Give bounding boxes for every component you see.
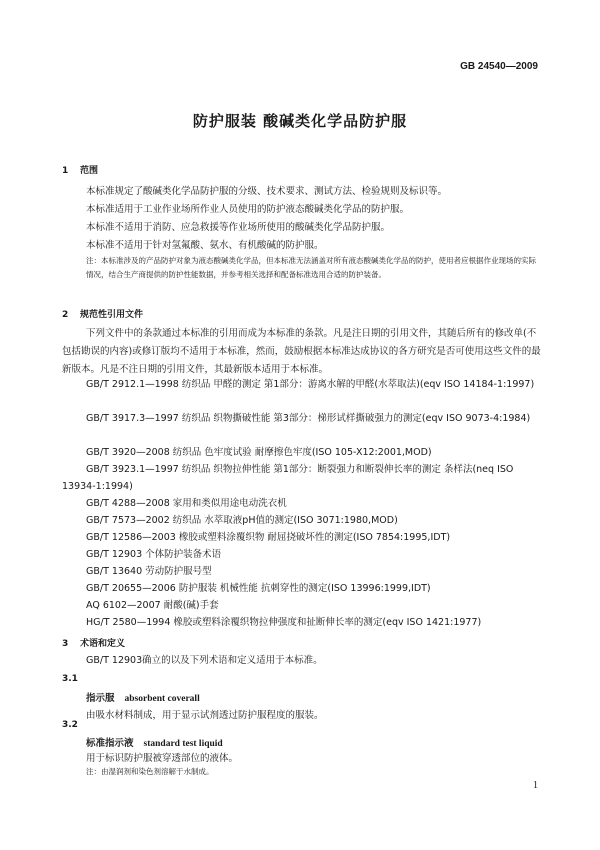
term-number: 3.2 [62, 720, 78, 730]
reference-item: GB/T 12903 个体防护装备术语 [86, 549, 222, 560]
normative-intro: 下列文件中的条款通过本标准的引用而成为本标准的条款。凡是注日期的引用文件，其随后所有的修改单(不包括勘误的内容)或修订版均不适用于本标准，然而，鼓励根据本标准达成协议的各方研究是否可使用这些文件的最新版本。凡是不注日期的引用文件，其最新版本适用于本标准。 [62, 328, 541, 375]
term-heading [86, 690, 200, 704]
section-1-heading [62, 163, 98, 176]
scope-paragraph-1: 本标准规定了酸碱类化学品防护服的分级、技术要求、测试方法、检验规则及标识等。 [86, 186, 448, 197]
scope-paragraph-4: 本标准不适用于针对氢氟酸、氨水、有机酸碱的防护服。 [86, 240, 324, 251]
section-3-heading [62, 636, 125, 649]
term-number: 3.1 [62, 674, 78, 684]
reference-item: GB/T 13640 劳动防护服号型 [86, 566, 212, 577]
term-english: standard test liquid [143, 739, 223, 749]
reference-item: GB/T 20655—2006 防护服装 机械性能 抗刺穿性的测定(ISO 13996:1999,IDT) [86, 583, 431, 594]
term-chinese: 指示服 [86, 693, 115, 704]
term-heading [86, 735, 223, 749]
section-number: 2 [62, 310, 69, 320]
section-number: 1 [62, 166, 69, 176]
section-2-heading [62, 307, 143, 320]
section-number: 3 [62, 639, 69, 649]
reference-item: AQ 6102—2007 耐酸(碱)手套 [86, 600, 219, 611]
term-chinese: 标准指示液 [86, 738, 134, 749]
scope-paragraph-2: 本标准适用于工业作业场所作业人员使用的防护液态酸碱类化学品的防护服。 [86, 204, 410, 215]
term-definition: 由吸水材料制成，用于显示试剂透过防护服程度的服装。 [86, 710, 324, 721]
section-title: 术语和定义 [80, 639, 126, 649]
scope-note: 注：本标准涉及的产品防护对象为液态酸碱类化学品，但本标准无法涵盖对所有液态酸碱类化学品的防护，使用者应根据作业现场的实际情况，结合生产商提供的防护性能数据，并参考相关选择和配备标准选用合适的防护装备。 [86, 256, 536, 279]
term-note: 注：由湿润剂和染色剂溶解于水制成。 [86, 767, 214, 776]
reference-item: GB/T 4288—2008 家用和类似用途电动洗衣机 [86, 498, 287, 509]
document-title: 防护服装 酸碱类化学品防护服 [192, 112, 408, 130]
reference-item: GB/T 3917.3—1997 纺织品 织物撕破性能 第3部分：梯形试样撕破强力的测定(eqv ISO 9073-4:1984) [86, 413, 531, 424]
term-english: absorbent coverall [124, 694, 200, 704]
section-title: 范围 [80, 166, 99, 176]
reference-item: GB/T 3920—2008 纺织品 色牢度试验 耐摩擦色牢度(ISO 105-X12:2001,MOD) [86, 447, 432, 458]
scope-paragraph-3: 本标准不适用于消防、应急救援等作业场所使用的酸碱类化学品防护服。 [86, 222, 391, 233]
reference-item: GB/T 7573—2002 纺织品 水萃取液pH值的测定(ISO 3071:1980,MOD) [86, 515, 398, 526]
section-title: 规范性引用文件 [80, 310, 144, 320]
reference-item: GB/T 2912.1—1998 纺织品 甲醛的测定 第1部分：游离水解的甲醛(水萃取法)(eqv ISO 14184-1:1997) [86, 379, 535, 390]
term-definition: 用于标识防护服被穿透部位的液体。 [86, 753, 239, 764]
reference-item: HG/T 2580—1994 橡胶或塑料涂覆织物拉伸强度和扯断伸长率的测定(eqv ISO 1421:1977) [86, 617, 482, 628]
reference-item: GB/T 3923.1—1997 纺织品 织物拉伸性能 第1部分：断裂强力和断裂伸长率的测定 条样法(neq ISO 13934-1:1994) [62, 464, 514, 492]
page-number: 1 [533, 780, 538, 791]
terms-intro: GB/T 12903确立的以及下列术语和定义适用于本标准。 [86, 655, 323, 666]
standard-number: GB 24540—2009 [460, 61, 538, 72]
reference-item: GB/T 12586—2003 橡胶或塑料涂覆织物 耐屈挠破坏性的测定(ISO 7854:1995,IDT) [86, 532, 451, 543]
